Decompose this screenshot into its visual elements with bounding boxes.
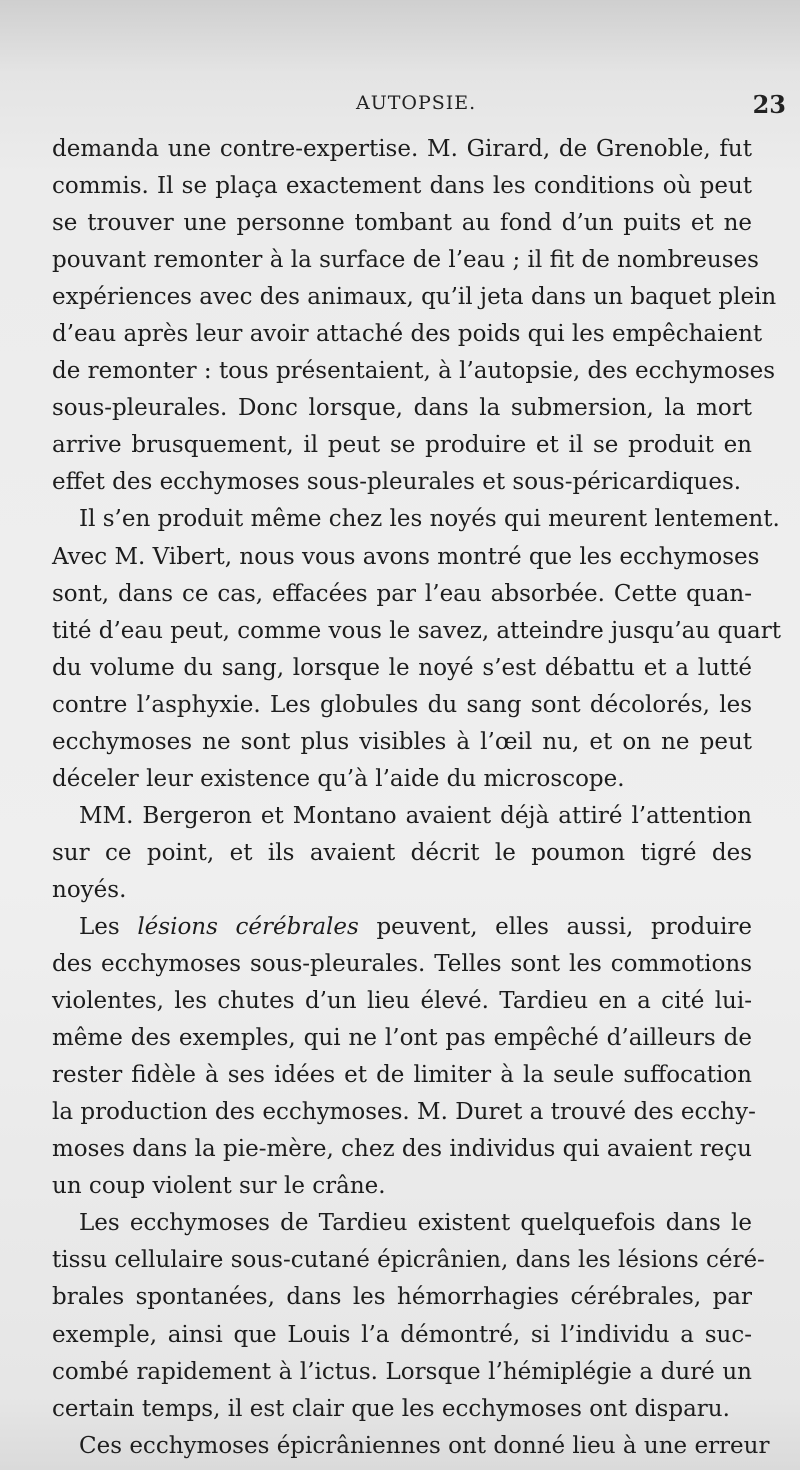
text-line	[52, 909, 752, 946]
text-line: un coup violent sur le crâne.	[52, 1173, 386, 1200]
text-line: même des exemples, qui ne l’ont pas empêché d’ailleurs de	[52, 1025, 752, 1052]
text-line: demanda une contre-expertise. M. Girard, de Grenoble, fut	[52, 136, 752, 162]
text-line: se trouver une personne tombant au fond d’un puits et ne	[52, 210, 752, 237]
text-line: exemple, ainsi que Louis l’a démontré, si l’individu a suc-	[52, 1321, 752, 1348]
text-line: Il s’en produit même chez les noyés qui meurent lentement.	[79, 506, 780, 533]
text-line: de remonter : tous présentaient, à l’autopsie, des ecchymoses	[52, 358, 776, 385]
text-line: tissu cellulaire sous-cutané épicrânien, dans les lésions céré-	[52, 1247, 765, 1274]
text-line: d’eau après leur avoir attaché des poids qui les empêchaient	[52, 321, 763, 348]
text-run: peuvent, elles aussi, produire	[358, 913, 753, 940]
text-line: commis. Il se plaça exactement dans les conditions où peut	[52, 173, 752, 200]
text-line: moses dans la pie-mère, chez des individus qui avaient reçu	[52, 1136, 752, 1163]
text-line: sur ce point, et ils avaient décrit le poumon tigré des	[52, 839, 752, 866]
text-line: expériences avec des animaux, qu’il jeta dans un baquet plein	[52, 284, 777, 311]
text-line: violentes, les chutes d’un lieu élevé. Tardieu en a cité lui-	[52, 988, 752, 1015]
body-text	[52, 131, 781, 1465]
running-head	[0, 92, 800, 122]
text-line: déceler leur existence qu’à l’aide du microscope.	[52, 765, 625, 792]
text-line: combé rapidement à l’ictus. Lorsque l’hémiplégie a duré un	[52, 1358, 752, 1385]
text-line: certain temps, il est clair que les ecchymoses ont disparu.	[52, 1395, 730, 1422]
page-number: 23	[752, 90, 786, 119]
text-line: sont, dans ce cas, effacées par l’eau absorbée. Cette quan-	[52, 580, 752, 607]
text-line: Ces ecchymoses épicrâniennes ont donné lieu à une erreur	[79, 1432, 770, 1459]
text-line: du volume du sang, lorsque le noyé s’est débattu et a lutté	[52, 654, 752, 681]
italic-text-run: lésions cérébrales	[137, 913, 359, 940]
text-line: des ecchymoses sous-pleurales. Telles sont les commotions	[52, 951, 752, 978]
text-run: Les	[79, 913, 138, 940]
text-line: arrive brusquement, il peut se produire et il se produit en	[52, 432, 752, 459]
text-line: brales spontanées, dans les hémorrhagies cérébrales, par	[52, 1284, 752, 1311]
text-line: la production des ecchymoses. M. Duret a trouvé des ecchy-	[52, 1099, 756, 1126]
text-line: Avec M. Vibert, nous vous avons montré que les ecchymoses	[52, 543, 760, 570]
text-line: tité d’eau peut, comme vous le savez, atteindre jusqu’au quart	[52, 617, 781, 644]
running-title: AUTOPSIE.	[356, 92, 477, 114]
text-line: rester fidèle à ses idées et de limiter à la seule suffocation	[52, 1062, 752, 1089]
text-line: sous-pleurales. Donc lorsque, dans la submersion, la mort	[52, 395, 752, 422]
text-line: ecchymoses ne sont plus visibles à l’œil nu, et on ne peut	[52, 728, 752, 755]
text-line: effet des ecchymoses sous-pleurales et sous-péricardiques.	[52, 469, 742, 496]
text-line: pouvant remonter à la surface de l’eau ; il fit de nombreuses	[52, 247, 759, 274]
text-line: noyés.	[52, 876, 127, 903]
text-line: Les ecchymoses de Tardieu existent quelquefois dans le	[79, 1210, 752, 1237]
text-line: contre l’asphyxie. Les globules du sang sont décolorés, les	[52, 691, 752, 718]
text-line: MM. Bergeron et Montano avaient déjà attiré l’attention	[79, 802, 752, 829]
